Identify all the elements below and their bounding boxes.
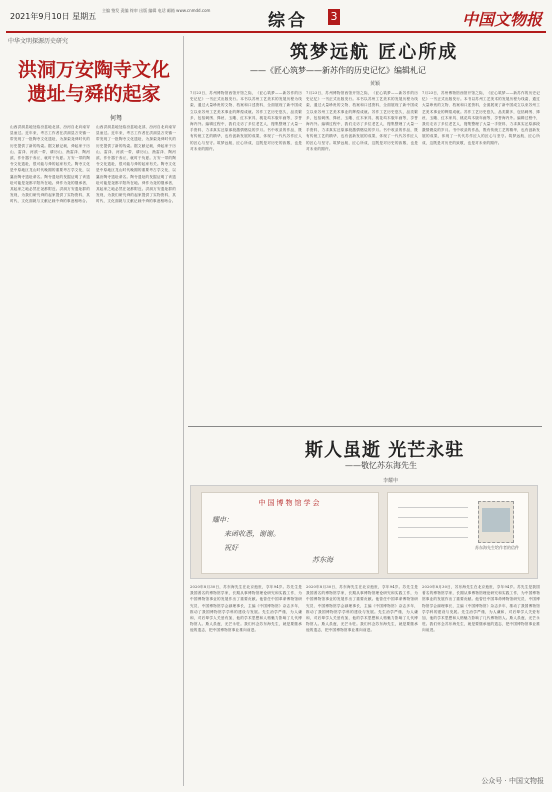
address-lines — [398, 507, 468, 547]
right-bottom-body-col3: 2020年8月30日，苏东海先生在北京逝世，享年94岁。苏先生是我国著名的博物馆学家，长期从事博物馆理论研究和实践工作，为中国博物馆事业的发展作出了重要贡献。他曾任中国革命博物馆研究员、中国博物馆学会副理事长，主编《中国博物馆》杂志多年，推动了我国博物馆学学科的建设与发展。先生治学严谨，为人谦和，对后辈学人关爱有加，他的学术思想和人格魅力影响了几代博物馆人。斯人虽逝，光芒永驻。我们怀念苏东海先生，就是要继承他的遗志，把中国博物馆事业推向前进。 — [422, 585, 540, 633]
right-top-body-col3: 7月23日，苏州博物馆西馆开馆之际，《匠心筑梦——新苏作的历史记忆》一书正式出版发行。本书以苏州工艺美术的发展历程为线索，通过大量珍贵的文物、档案和口述资料，全面展现了新中国成立以来苏州工艺美术事业的辉煌成就。苏作工艺历史悠久，品类繁多，包括刺绣、缂丝、玉雕、红木家具、桃花坞木版年画等，享誉海内外。编辑过程中，我们走访了多位老艺人，搜集整理了大量一手资料，力求真实还原那段激情燃烧的岁月。书中收录的作品，既有传统工艺的精华，也有创新发展的成果，体现了一代代苏作匠人的匠心与坚守。筑梦远航，匠心所成，这既是对历史的致敬，也是对未来的期许。 — [422, 91, 540, 145]
left-article-author: 何驽 — [110, 115, 123, 122]
issue-date: 2021年9月10日 星期五 — [10, 12, 97, 21]
letter-greeting: 耀申： — [212, 516, 233, 524]
column-divider — [183, 36, 184, 786]
left-column-tag — [8, 36, 178, 45]
section-title: 综合 — [268, 11, 308, 31]
right-bottom-title: 斯人虽逝 光芒永驻 — [305, 440, 465, 461]
stamp-icon — [478, 501, 514, 543]
right-top-author: 黄颖 — [370, 81, 381, 87]
column-tag: 中华文明 — [8, 38, 33, 45]
right-top-title: 筑梦远航 匠心所成 — [290, 42, 459, 63]
letter-line-2: 祝好 — [224, 544, 238, 552]
right-bottom-body-col1: 2020年8月30日，苏东海先生在北京逝世，享年94岁。苏先生是我国著名的博物馆学家，长期从事博物馆理论研究和实践工作，为中国博物馆事业的发展作出了重要贡献。他曾任中国革命博物馆研究员、中国博物馆学会副理事长，主编《中国博物馆》杂志多年，推动了我国博物馆学学科的建设与发展。先生治学严谨，为人谦和，对后辈学人关爱有加，他的学术思想和人格魅力影响了几代博物馆人。斯人虽逝，光芒永驻。我们怀念苏东海先生，就是要继承他的遗志，把中国博物馆事业推向前进。 — [190, 585, 302, 633]
page-header — [6, 5, 546, 33]
right-top-body-col1: 7月23日，苏州博物馆西馆开馆之际，《匠心筑梦——新苏作的历史记忆》一书正式出版发行。本书以苏州工艺美术的发展历程为线索，通过大量珍贵的文物、档案和口述资料，全面展现了新中国成立以来苏州工艺美术事业的辉煌成就。苏作工艺历史悠久，品类繁多，包括刺绣、缂丝、玉雕、红木家具、桃花坞木版年画等，享誉海内外。编辑过程中，我们走访了多位老艺人，搜集整理了大量一手资料，力求真实还原那段激情燃烧的岁月。书中收录的作品，既有传统工艺的精华，也有创新发展的成果，体现了一代代苏作匠人的匠心与坚守。筑梦远航，匠心所成，这既是对历史的致敬，也是对未来的期许。 — [190, 91, 302, 151]
right-bottom-subtitle: ——敬忆苏东海先生 — [345, 461, 417, 470]
envelope-caption: 苏东海先生给作者的信件 — [475, 545, 519, 550]
left-article-body-col2: 山西洪洞县地处临汾盆地北部，汾河自北向南穿县而过。近年来，考古工作者在洪洞县万安镇一带发现了一批陶寺文化遗址，为探索尧舜时代的历史提供了新的线索。据文献记载，舜起家于历山、雷泽、河滨一带，耕历山、渔雷泽、陶河滨，作什器于寿丘，就时于负夏。万安一带的陶寺文化遗址，很可能与舜的起家有关。陶寺文化是中原地区龙山时代晚期的重要考古学文化，以襄汾陶寺遗址命名。陶寺遗址的发掘证明了该遗址可能是尧都平阳所在地。舜作为尧的继承者，其起家之地必然在尧都附近。洪洞万安遗址群的发现，为我们研究舜的起家提供了实物资料，其时代、文化面貌与文献记载中舜的事迹相吻合。 — [96, 125, 176, 204]
right-top-body-col2: 7月23日，苏州博物馆西馆开馆之际，《匠心筑梦——新苏作的历史记忆》一书正式出版发行。本书以苏州工艺美术的发展历程为线索，通过大量珍贵的文物、档案和口述资料，全面展现了新中国成立以来苏州工艺美术事业的辉煌成就。苏作工艺历史悠久，品类繁多，包括刺绣、缂丝、玉雕、红木家具、桃花坞木版年画等，享誉海内外。编辑过程中，我们走访了多位老艺人，搜集整理了大量一手资料，力求真实还原那段激情燃烧的岁月。书中收录的作品，既有传统工艺的精华，也有创新发展的成果，体现了一代代苏作匠人的匠心与坚守。筑梦远航，匠心所成，这既是对历史的致敬，也是对未来的期许。 — [306, 91, 418, 151]
masthead-logo: 中国文物报 — [461, 10, 542, 29]
letter-line-1: 来函收悉，谢谢。 — [224, 530, 280, 538]
right-top-subtitle: ——《匠心筑梦——新苏作的历史记忆》编辑札记 — [250, 66, 426, 75]
envelope — [387, 492, 529, 574]
right-bottom-body-col2: 2020年8月30日，苏东海先生在北京逝世，享年94岁。苏先生是我国著名的博物馆学家，长期从事博物馆理论研究和实践工作，为中国博物馆事业的发展作出了重要贡献。他曾任中国革命博物馆研究员、中国博物馆学会副理事长，主编《中国博物馆》杂志多年，推动了我国博物馆学学科的建设与发展。先生治学严谨，为人谦和，对后辈学人关爱有加，他的学术思想和人格魅力影响了几代博物馆人。斯人虽逝，光芒永驻。我们怀念苏东海先生，就是要继承他的遗志，把中国博物馆事业推向前进。 — [306, 585, 418, 633]
watermark: 公众号 · 中国文物报 — [481, 777, 544, 785]
right-bottom-author: 李耀申 — [383, 478, 399, 484]
letterhead: 中国博物馆学会 — [258, 499, 322, 507]
left-article-title: 洪洞万安陶寺文化遗址与舜的起家 — [17, 59, 170, 105]
page-number: 3 — [328, 9, 340, 25]
letter-signature: 苏东海 — [312, 556, 333, 564]
article-divider — [188, 426, 542, 427]
left-article-body-col1: 山西洪洞县地处临汾盆地北部，汾河自北向南穿县而过。近年来，考古工作者在洪洞县万安镇一带发现了一批陶寺文化遗址，为探索尧舜时代的历史提供了新的线索。据文献记载，舜起家于历山、雷泽、河滨一带，耕历山、渔雷泽、陶河滨，作什器于寿丘，就时于负夏。万安一带的陶寺文化遗址，很可能与舜的起家有关。陶寺文化是中原地区龙山时代晚期的重要考古学文化，以襄汾陶寺遗址命名。陶寺遗址的发掘证明了该遗址可能是尧都平阳所在地。舜作为尧的继承者，其起家之地必然在尧都附近。洪洞万安遗址群的发现，为我们研究舜的起家提供了实物资料，其时代、文化面貌与文献记载中舜的事迹相吻合。 — [10, 125, 90, 204]
letter-photo — [190, 485, 538, 579]
column-sub: 探源历史研究 — [32, 38, 69, 45]
letter-paper — [201, 492, 379, 574]
editorial-info: 主编 签发 责编 终审 出版 编辑 电话 邮箱 www.cnmdd.com — [102, 8, 211, 13]
